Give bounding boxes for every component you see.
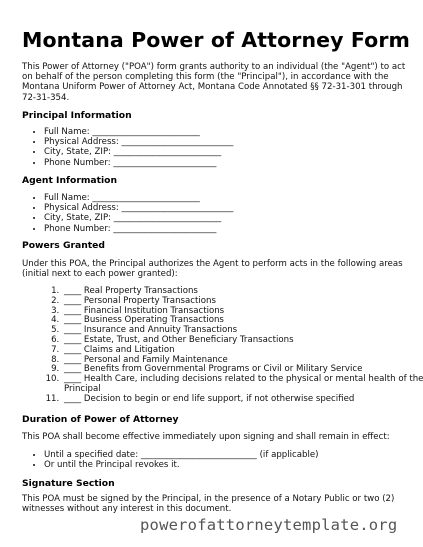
power-item: 1. ____ Real Property Transactions: [62, 287, 423, 297]
power-item: 3. ____ Financial Institution Transactions: [62, 307, 423, 317]
signature-text: This POA must be signed by the Principal, in the presence of a Notary Public or two (2) witnesses without any interest in this document.: [22, 494, 395, 515]
power-item: 4. ____ Business Operating Transactions: [62, 316, 423, 326]
power-item: 7. ____ Claims and Litigation: [62, 346, 423, 356]
powers-heading: Powers Granted: [22, 240, 105, 251]
power-item: 8. ____ Personal and Family Maintenance: [62, 356, 423, 366]
signature-heading: Signature Section: [22, 478, 115, 489]
duration-until-revoked: • Or until the Principal revokes it.: [44, 460, 319, 470]
agent-heading: Agent Information: [22, 175, 118, 186]
power-item: 6. ____ Estate, Trust, and Other Beneficiary Transactions: [62, 336, 423, 346]
principal-heading: Principal Information: [22, 110, 132, 121]
duration-until-date: • Until a specified date: ___________________________ (if applicable): [44, 450, 319, 460]
power-item: 10. ____ Health Care, including decisions related to the physical or mental health of the Principal: [62, 375, 423, 395]
principal-full-name: • Full Name: _________________________: [44, 127, 233, 137]
powers-intro: Under this POA, the Principal authorizes the Agent to perform acts in the following areas (initial next to each power granted):: [22, 259, 403, 280]
agent-phone-number: • Phone Number: ________________________: [44, 224, 233, 234]
powers-list: [22, 287, 423, 405]
document-title: Montana Power of Attorney Form: [22, 28, 410, 52]
power-item: 2. ____ Personal Property Transactions: [62, 297, 423, 307]
duration-heading: Duration of Power of Attorney: [22, 414, 179, 425]
agent-fields: [22, 193, 233, 234]
agent-full-name: • Full Name: _________________________: [44, 193, 233, 203]
power-item: 9. ____ Benefits from Governmental Programs or Civil or Military Service: [62, 365, 423, 375]
principal-fields: [22, 127, 233, 168]
principal-phone-number: • Phone Number: ________________________: [44, 158, 233, 168]
power-item: 11. ____ Decision to begin or end life support, if not otherwise specified: [62, 395, 423, 405]
principal-physical-address: • Physical Address: __________________________: [44, 137, 233, 147]
site-watermark: powerofattorneytemplate.org: [140, 516, 398, 534]
principal-city-state-zip: • City, State, ZIP: _________________________: [44, 147, 233, 157]
duration-options: [22, 450, 319, 470]
agent-physical-address: • Physical Address: __________________________: [44, 203, 233, 213]
agent-city-state-zip: • City, State, ZIP: _________________________: [44, 213, 233, 223]
intro-paragraph: This Power of Attorney ("POA") form grants authority to an individual (the "Agent") to act on behalf of the person completing this form (the "Principal"), in accordance with the Montana Uniform Power of Attorney Act, Montana Code Annotated §§ 72-31-301 through 72-31-354.: [22, 62, 406, 103]
power-item: 5. ____ Insurance and Annuity Transactions: [62, 326, 423, 336]
duration-intro: This POA shall become effective immediately upon signing and shall remain in effect:: [22, 432, 390, 442]
